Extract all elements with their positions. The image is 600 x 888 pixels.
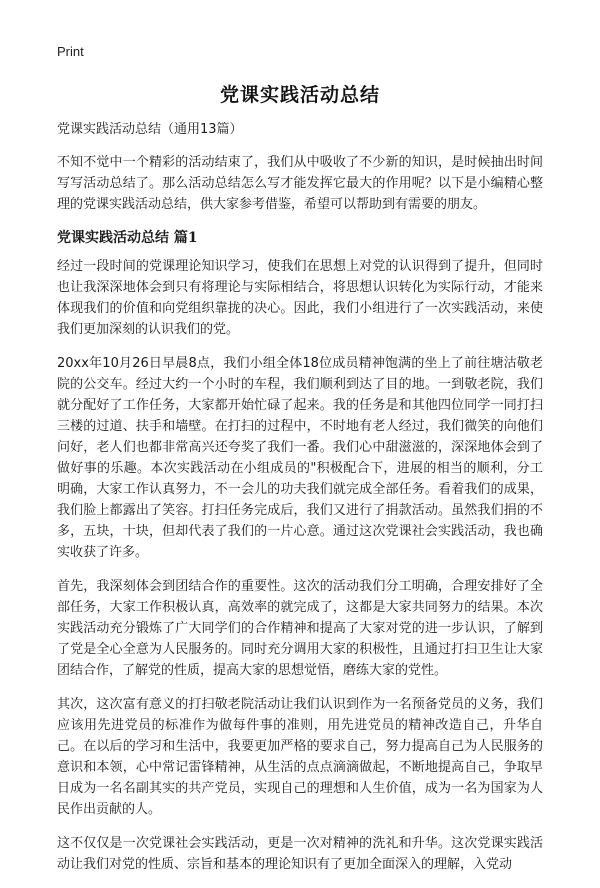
print-link[interactable]: Print — [57, 44, 84, 59]
page-title: 党课实践活动总结 — [219, 84, 380, 106]
body-paragraph-4: 其次，这次富有意义的打扫敬老院活动让我们认识到作为一名预备党员的义务，我们应该用先进党员的标准作为做每件事的准则，用先进党员的精神改造自己，升华自己。在以后的学习和生活中，我要更加严格的要求自己，努力提高自己为人民服务的意识和本领，心中常记雷锋精神，从生活的点点滴滴做起，不断地提高自己，争取早日成为一名名副其实的共产党员，实现自己的理想和人生价值，成为一名为国家为人民作出贡献的人。 — [57, 697, 543, 817]
body-paragraph-2: 20xx年10月26日早晨8点，我们小组全体18位成员精神饱满的坐上了前往塘沽敬老院的公交车。经过大约一个小时的车程，我们顺利到达了目的地。一到敬老院，我们就分配好了工作任务，大家都开始忙碌了起来。我的任务是和其他四位同学一同打扫三楼的过道、扶手和墙壁。在打扫的过程中，不时地有老人经过，我们微笑的向他们问好，老人们也都非常高兴还夸奖了我们一番。我们心中甜滋滋的，深深地体会到了做好事的乐趣。本次实践活动在小组成员的"积极配合下，进展的相当的顺利，分工明确，大家工作认真努力，不一会儿的功夫我们就完成全部任务。看着我们的成果，我们脸上都露出了笑容。打扫任务完成后，我们又进行了捐款活动。虽然我们捐的不多，五块，十块，但却代表了我们的一片心意。通过这次党课社会实践活动，我也确实收获了许多。 — [57, 356, 543, 560]
section-heading: 党课实践活动总结 篇1 — [57, 230, 198, 246]
intro-paragraph: 不知不觉中一个精彩的活动结束了，我们从中吸收了不少新的知识，是时候抽出时间写写活动总结了。那么活动总结怎么写才能发挥它最大的作用呢？以下是小编精心整理的党课实践活动总结，供大家参考借鉴，希望可以帮助到有需要的朋友。 — [57, 155, 543, 212]
body-paragraph-3: 首先，我深刻体会到团结合作的重要性。这次的活动我们分工明确，合理安排好了全部任务，大家工作积极认真，高效率的就完成了，这都是大家共同努力的结果。本次实践活动充分锻炼了广大同学们的合作精神和提高了大家对党的进一步认识，了解到了党是全心全意为人民服务的。同时充分调用大家的积极性，且通过打扫卫生让大家团结合作，了解党的性质，提高大家的思想觉悟，磨练大家的党性。 — [57, 579, 543, 678]
body-paragraph-1: 经过一段时间的党课理论知识学习，使我们在思想上对党的认识得到了提升，但同时也让我深深地体会到只有将理论与实际相结合，将思想认识转化为实际行动，才能来体现我们的价值和向党组织靠拢的决心。因此，我们小组进行了一次实践活动，来使我们更加深刻的认识我们的党。 — [57, 259, 543, 337]
document-body — [57, 120, 543, 888]
body-paragraph-5: 这不仅仅是一次党课社会实践活动，更是一次对精神的洗礼和升华。这次党课实践活动让我们对党的性质、宗旨和基本的理论知识有了更加全面深入的理解，入党动 — [57, 836, 543, 872]
document-subtitle: 党课实践活动总结（通用13篇） — [57, 122, 243, 137]
